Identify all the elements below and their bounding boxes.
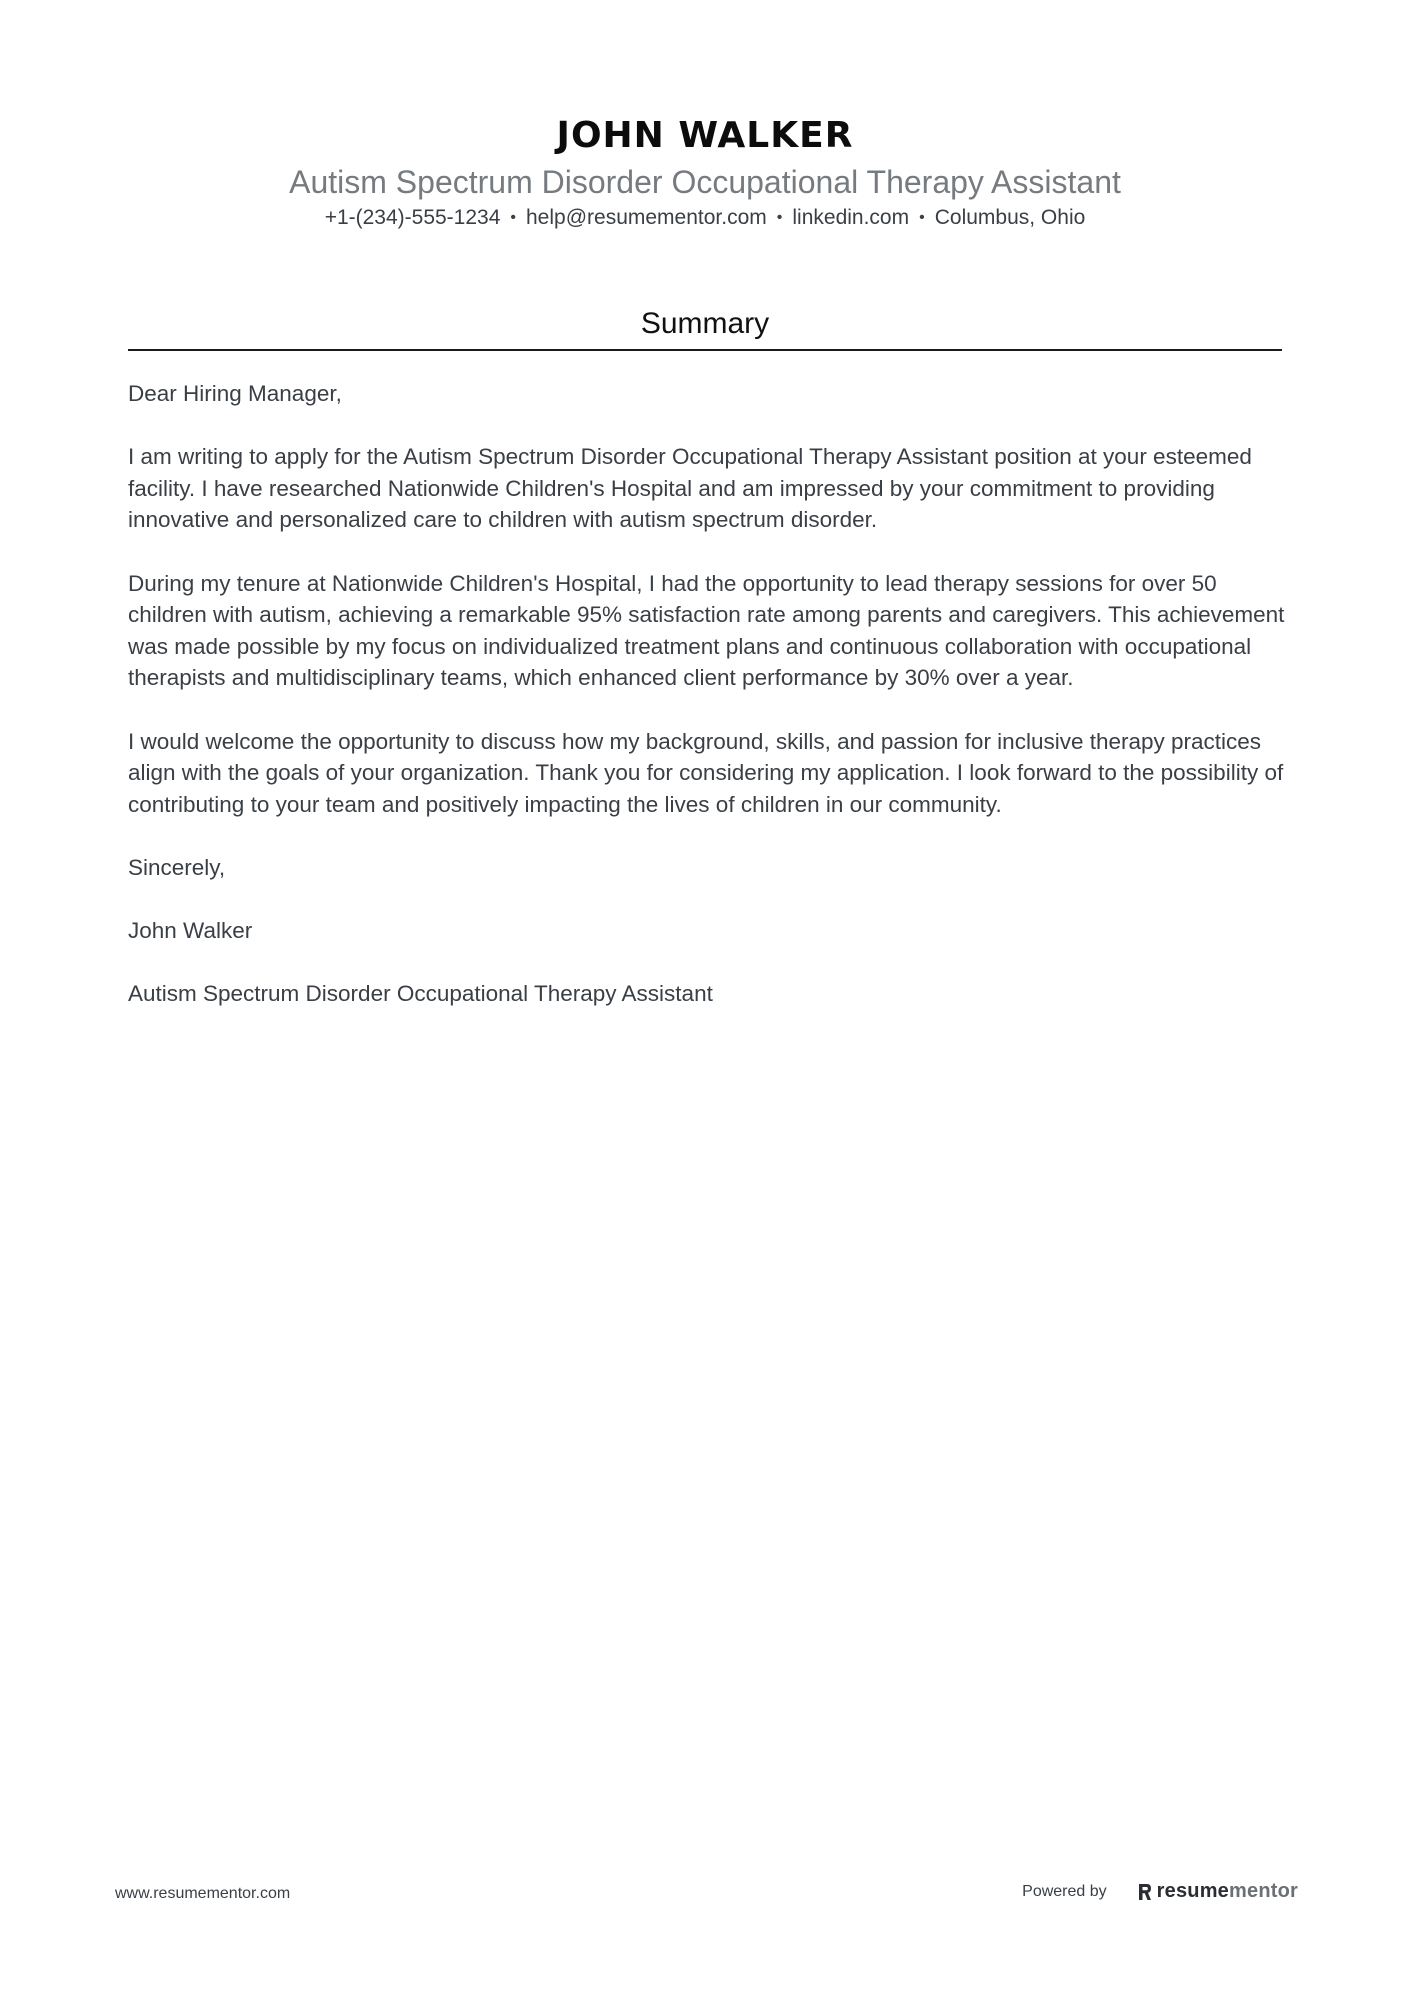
contact-phone: +1-(234)-555-1234: [324, 206, 501, 229]
section-title-summary: Summary: [640, 307, 770, 340]
separator-dot: •: [776, 209, 783, 226]
footer-website[interactable]: www.resumementor.com: [115, 1885, 291, 1902]
letter-paragraph: During my tenure at Nationwide Children's Hospital, I had the opportunity to lead therapy sessions for over 50 children with autism, achieving a remarkable 95% satisfaction rate among parents and caregivers. This achievement was made possible by my focus on individualized treatment plans and continuous collaboration with occupational therapists and multidisciplinary teams, which enhanced client performance by 30% over a year.: [128, 570, 1285, 691]
separator-dot: •: [919, 209, 925, 226]
letter-paragraph: I am writing to apply for the Autism Spectrum Disorder Occupational Therapy Assistant position at your esteemed facility. I have researched Nationwide Children's Hospital and am impressed by your commitment to providing innovative and personalized care to children with autism spectrum disorder.: [128, 444, 1252, 533]
separator-dot: •: [510, 209, 516, 226]
contact-email: help@resumementor.com: [526, 206, 767, 229]
signature-title: Autism Spectrum Disorder Occupational Therapy Assistant: [128, 981, 713, 1007]
applicant-name: JOHN WALKER: [556, 115, 854, 156]
resumementor-logo-icon: [1137, 1882, 1153, 1902]
contact-line: [128, 204, 1282, 234]
letter-closing: Sincerely,: [128, 854, 226, 880]
contact-location: Columbus, Ohio: [934, 206, 1086, 229]
contact-linkedin: linkedin.com: [792, 206, 910, 229]
brand-name-part2: mentor: [1229, 1880, 1298, 1902]
footer-branding: [1022, 1880, 1298, 1903]
letter-body: [128, 378, 1288, 1041]
letter-header: [128, 112, 1282, 234]
brand-name-part1: resume: [1156, 1880, 1230, 1902]
applicant-role: Autism Spectrum Disorder Occupational Therapy Assistant: [289, 164, 1121, 200]
section-divider: [128, 349, 1282, 351]
powered-by-label: Powered by: [1022, 1882, 1107, 1900]
letter-paragraph: I would welcome the opportunity to discuss how my background, skills, and passion for inclusive therapy practices align with the goals of your organization. Thank you for considering my application. I look forward to the possibility of contributing to your team and positively impacting the lives of children in our community.: [128, 728, 1284, 817]
brand-logo[interactable]: [1137, 1880, 1298, 1903]
letter-greeting: Dear Hiring Manager,: [128, 381, 342, 406]
signature-name: John Walker: [128, 918, 253, 944]
